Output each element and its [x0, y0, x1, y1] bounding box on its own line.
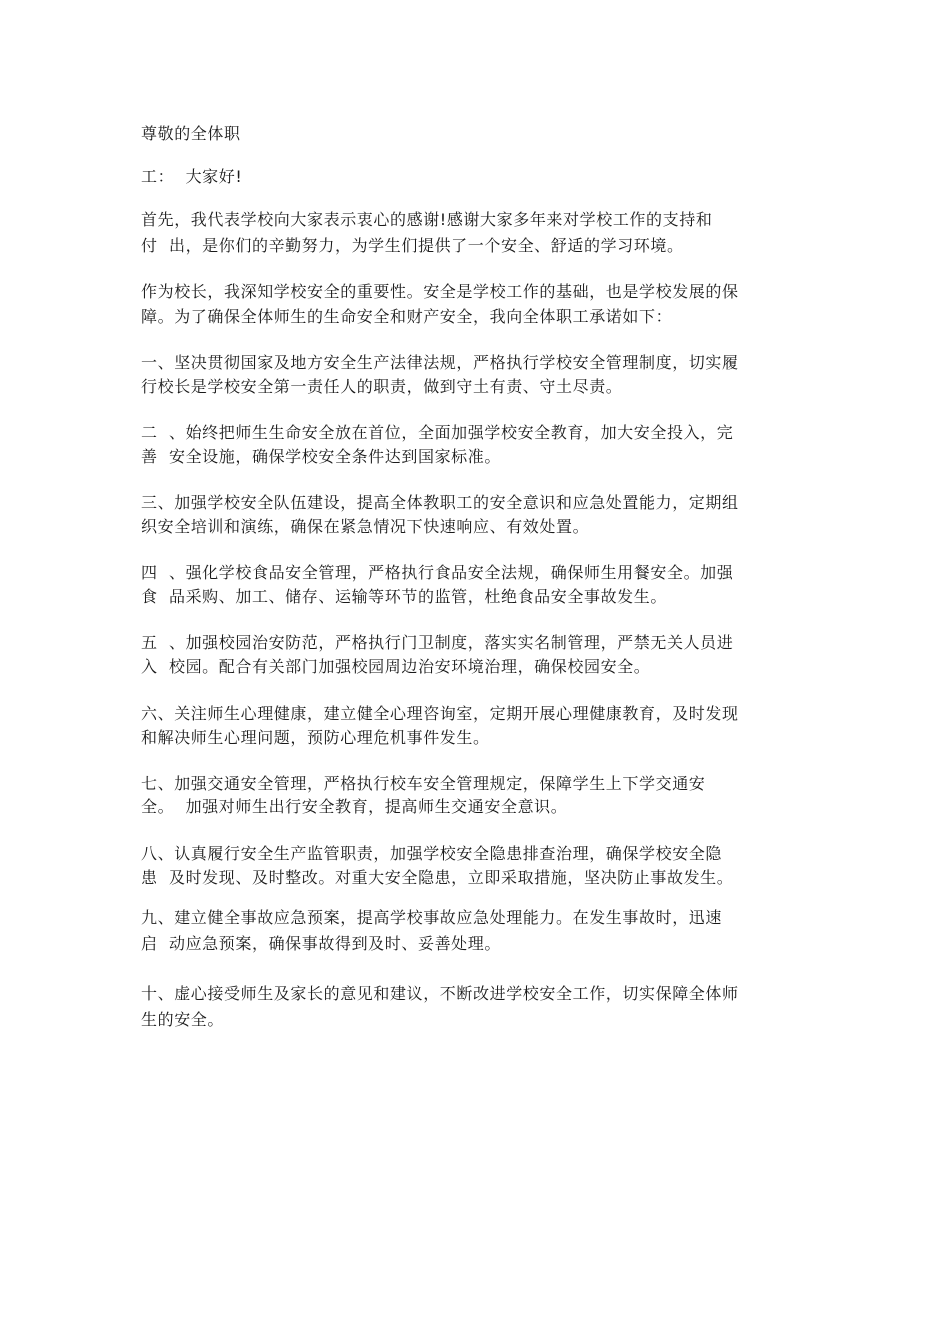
text-line: 五 、加强校园治安防范，严格执行门卫制度，落实实名制管理，严禁无关人员进 [141, 633, 734, 652]
text-line: 生的安全。 [141, 1010, 225, 1029]
text-line: 工： 大家好! [141, 167, 243, 186]
text-line: 食 品采购、加工、储存、运输等环节的监管，杜绝食品安全事故发生。 [141, 587, 667, 606]
text-line: 织安全培训和演练，确保在紧急情况下快速响应、有效处置。 [141, 517, 590, 536]
text-line: 行校长是学校安全第一责任人的职责，做到守土有责、守土尽责。 [141, 377, 623, 396]
text-line: 九、建立健全事故应急预案，提高学校事故应急处理能力。在发生事故时，迅速 [141, 908, 723, 927]
text-line: 启 动应急预案，确保事故得到及时、妥善处理。 [141, 934, 501, 953]
text-line: 四 、强化学校食品安全管理，严格执行食品安全法规，确保师生用餐安全。加强 [141, 563, 734, 582]
text-line: 障。为了确保全体师生的生命安全和财产安全，我向全体职工承诺如下： [141, 307, 673, 326]
text-line: 患 及时发现、及时整改。对重大安全隐患，立即采取措施，坚决防止事故发生。 [141, 868, 734, 887]
text-line: 六、关注师生心理健康，建立健全心理咨询室，定期开展心理健康教育，及时发现 [141, 704, 739, 723]
text-line: 全。 加强对师生出行安全教育，提高师生交通安全意识。 [141, 797, 568, 816]
text-line: 七、加强交通安全管理，严格执行校车安全管理规定，保障学生上下学交通安 [141, 774, 706, 793]
text-line: 善 安全设施，确保学校安全条件达到国家标准。 [141, 447, 501, 466]
text-line: 二 、始终把师生生命安全放在首位，全面加强学校安全教育，加大安全投入，完 [141, 423, 734, 442]
text-line: 首先，我代表学校向大家表示衷心的感谢!感谢大家多年来对学校工作的支持和 [141, 210, 713, 229]
text-line: 八、认真履行安全生产监管职责，加强学校安全隐患排查治理，确保学校安全隐 [141, 844, 723, 863]
text-line: 十、虚心接受师生及家长的意见和建议，不断改进学校安全工作，切实保障全体师 [141, 984, 739, 1003]
text-line: 三、加强学校安全队伍建设，提高全体教职工的安全意识和应急处置能力，定期组 [141, 493, 739, 512]
text-line: 作为校长，我深知学校安全的重要性。安全是学校工作的基础，也是学校发展的保 [141, 282, 739, 301]
text-line: 入 校园。配合有关部门加强校园周边治安环境治理，确保校园安全。 [141, 657, 651, 676]
text-line: 付 出，是你们的辛勤努力，为学生们提供了一个安全、舒适的学习环境。 [141, 236, 684, 255]
text-line: 和解决师生心理问题，预防心理危机事件发生。 [141, 728, 490, 747]
text-line: 尊敬的全体职 [141, 124, 241, 143]
text-line: 一、坚决贯彻国家及地方安全生产法律法规，严格执行学校安全管理制度，切实履 [141, 353, 739, 372]
